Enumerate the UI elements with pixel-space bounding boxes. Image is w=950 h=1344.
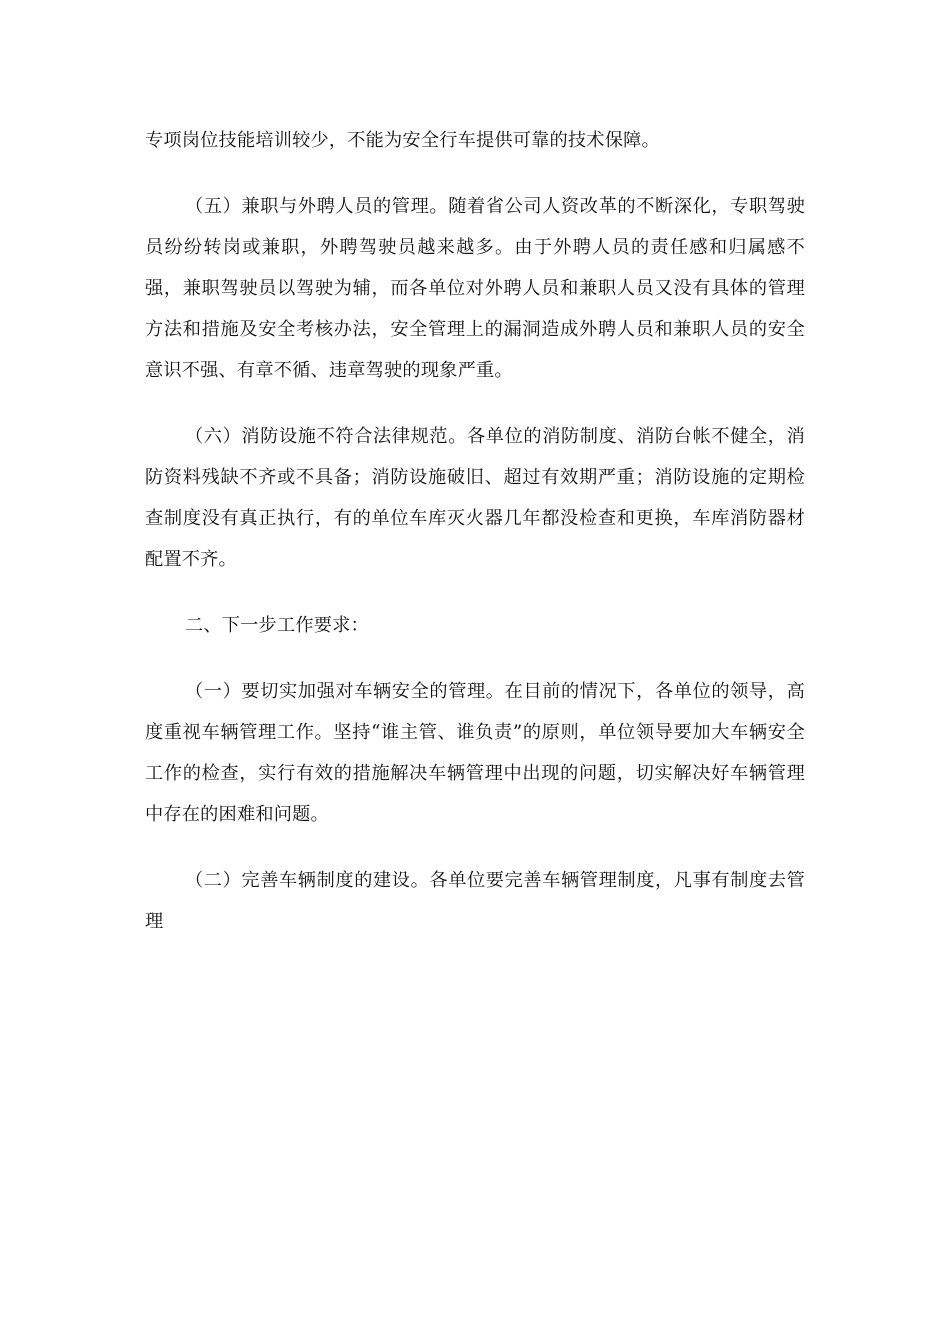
paragraph-fire-facilities: （六）消防设施不符合法律规范。各单位的消防制度、消防台帐不健全，消防资料残缺不齐或不具备；消防设施破旧、超过有效期严重；消防设施的定期检查制度没有真正执行，有的单位车库灭火器几年都没检查和更换，车库消防器材配置不齐。	[145, 426, 805, 570]
paragraph-strengthen-management: （一）要切实加强对车辆安全的管理。在目前的情况下，各单位的领导，高度重视车辆管理工作。坚持“谁主管、谁负责”的原则，单位领导要加大车辆安全工作的检查，实行有效的措施解决车辆管理中出现的问题，切实解决好车辆管理中存在的困难和问题。	[145, 681, 805, 825]
section-heading-next-steps: 二、下一步工作要求：	[185, 615, 369, 636]
paragraph-part-time-staff: （五）兼职与外聘人员的管理。随着省公司人资改革的不断深化，专职驾驶员纷纷转岗或兼职，外聘驾驶员越来越多。由于外聘人员的责任感和归属感不强，兼职驾驶员以驾驶为辅，而各单位对外聘人员和兼职人员又没有具体的管理方法和措施及安全考核办法，安全管理上的漏洞造成外聘人员和兼职人员的安全意识不强、有章不循、违章驾驶的现象严重。	[145, 196, 805, 381]
paragraph-improve-system: （二）完善车辆制度的建设。各单位要完善车辆管理制度，凡事有制度去管理	[145, 870, 805, 932]
document-body	[145, 120, 805, 942]
paragraph-continuation: 专项岗位技能培训较少，不能为安全行车提供可靠的技术保障。	[145, 130, 660, 151]
